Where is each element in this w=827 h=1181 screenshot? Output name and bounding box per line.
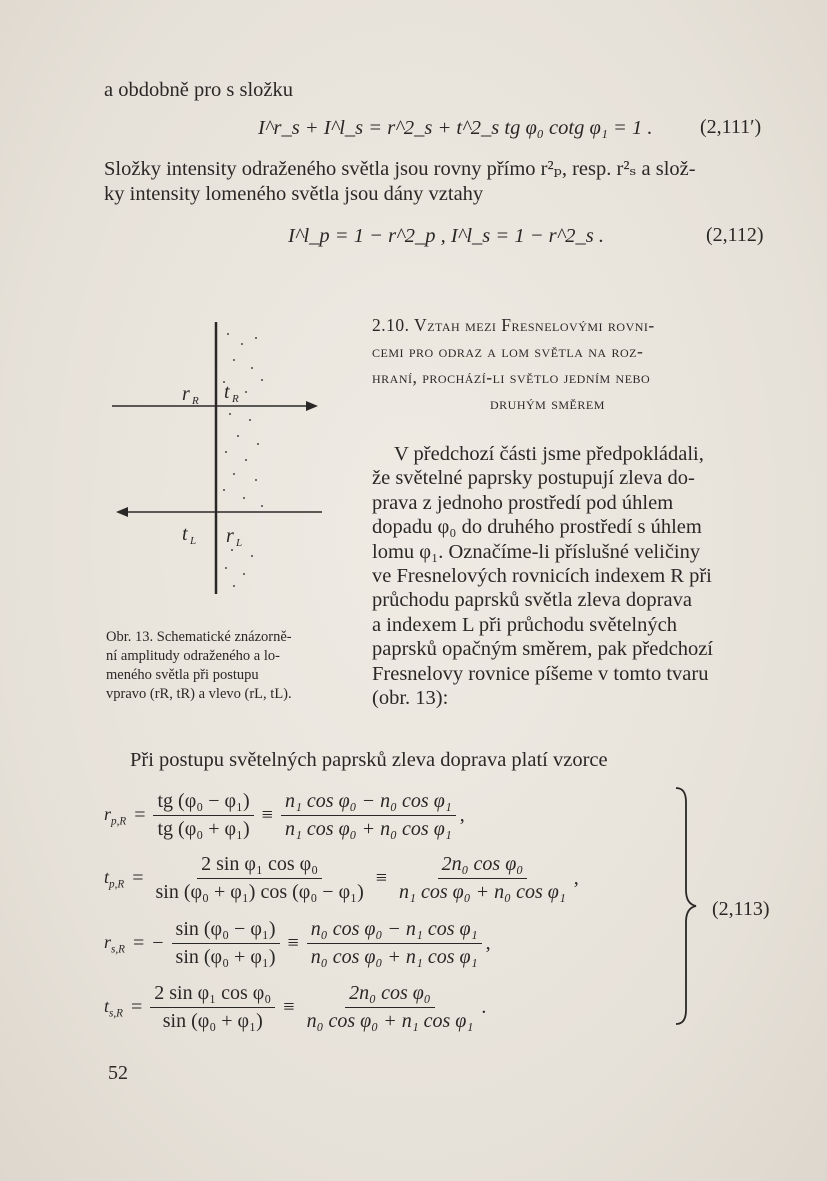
identity-sign: ≡	[261, 804, 273, 826]
medium-dots	[223, 333, 263, 587]
label-tL-sub: L	[190, 535, 197, 547]
caption-line: meného světla při postupu	[106, 667, 259, 683]
fraction: $\frac{\text{n₀ cos φ₀ − n₁ cos φ₁}}{\text{n₀ cos φ₀ + n₁ cos φ₁}}$	[307, 918, 482, 969]
equation-row: $r_{p,R}$ = $\frac{\text{tg (φ₀ − φ₁)}}{\text{tg (φ₀ + φ₁)}}$ ≡ $\frac{\text{n₁ cos φ₀ − n₀ cos φ₁}}{\text{n₁ cos φ₀ + n₀ cos φ₁}}$ ,	[104, 790, 465, 840]
equation-row: $r_{s,R}$ = − $\frac{\text{sin (φ₀ − φ₁)}}{\text{sin (φ₀ + φ₁)}}$ ≡ $\frac{\text{n₀ cos φ₀ − n₁ cos φ₁}}{\text{n₀ cos φ₀ + n₁ cos φ₁}}$ ,	[104, 918, 491, 968]
label-rR-sub: R	[192, 395, 199, 407]
body-line: že světelné paprsky postupují zleva do-	[372, 467, 695, 490]
body-line: průchodu paprsků světla zleva doprava	[372, 589, 692, 612]
body-line: a indexem L při průchodu světelných	[372, 613, 677, 636]
fraction: $\frac{\text{2 sin φ₁ cos φ₀}}{\text{sin (φ₀ + φ₁) cos (φ₀ − φ₁)}}$	[155, 853, 364, 903]
identity-sign: ≡	[283, 996, 295, 1018]
fraction: $\frac{\text{2 sin φ₁ cos φ₀}}{\text{sin (φ₀ + φ₁)}}$	[150, 982, 275, 1033]
body-line: (obr. 13):	[372, 687, 449, 710]
paragraph-line: Složky intensity odraženého světla jsou rovny přímo r²ₚ, resp. r²ₛ a slož-	[104, 158, 696, 180]
equation-lhs: $r_{s,R}$	[104, 931, 125, 956]
equals-sign: =	[134, 804, 146, 826]
body-line: ve Fresnelových rovnicích indexem R při	[372, 565, 712, 588]
body-line: lomu φ₁. Označíme-li příslušné veličiny	[372, 540, 701, 563]
identity-sign: ≡	[287, 932, 299, 954]
fraction: $\frac{\text{n₁ cos φ₀ − n₀ cos φ₁}}{\text{n₁ cos φ₀ + n₀ cos φ₁}}$	[281, 790, 456, 841]
identity-sign: ≡	[375, 867, 388, 889]
equation-brace	[672, 786, 702, 1026]
arrow-left-head	[116, 507, 128, 517]
label-tR: t	[224, 381, 230, 403]
figure-13-caption	[106, 628, 356, 704]
equation-lhs: $t_{s,R}$	[104, 995, 123, 1020]
fraction: $\frac{\text{tg (φ₀ − φ₁)}}{\text{tg (φ₀ + φ₁)}}$	[153, 790, 253, 841]
paragraph-line: ky intensity lomeného světla jsou dány vztahy	[104, 183, 484, 205]
equals-sign: =	[132, 867, 144, 889]
page-number: 52	[108, 1062, 128, 1084]
heading-line: druhým směrem	[490, 393, 605, 413]
heading-line: 2.10. Vztah mezi Fresnelovými rovni-	[372, 315, 655, 335]
equation-row: $t_{p,R}$ = $\frac{\text{2 sin φ₁ cos φ₀}}{\text{sin (φ₀ + φ₁) cos (φ₀ − φ₁)}}$ ≡ $\frac{\text{2n₀ cos φ₀}}{\text{n₁ cos φ₀ + n₀ cos φ₁}}$ ,	[104, 853, 579, 903]
equation-number-2-113: (2,113)	[712, 898, 770, 920]
label-rL: r	[226, 525, 234, 547]
lead-line: Při postupu světelných paprsků zleva doprava platí vzorce	[130, 749, 608, 771]
equation-row: $t_{s,R}$ = $\frac{\text{2 sin φ₁ cos φ₀}}{\text{sin (φ₀ + φ₁)}}$ ≡ $\frac{\text{2n₀ cos φ₀}}{\text{n₀ cos φ₀ + n₁ cos φ₁}}$ .	[104, 982, 487, 1032]
equation-number-2-112: (2,112)	[706, 224, 764, 246]
equation-2-111p: I^r_s + I^l_s = r^2_s + t^2_s tg φ₀ cotg φ₁ = 1 .	[258, 117, 653, 139]
intro-line: a obdobně pro s složku	[104, 79, 294, 101]
label-tL: t	[182, 523, 188, 545]
body-paragraph	[372, 442, 782, 710]
fraction: $\frac{\text{2n₀ cos φ₀}}{\text{n₁ cos φ₀ + n₀ cos φ₁}}$	[399, 853, 566, 903]
fraction: $\frac{\text{2n₀ cos φ₀}}{\text{n₀ cos φ₀ + n₁ cos φ₁}}$	[306, 982, 474, 1032]
caption-line: Obr. 13. Schematické znázorně-	[106, 629, 292, 645]
equation-lhs: $r_{p,R}$	[104, 803, 127, 828]
equation-lhs: $t_{p,R}$	[104, 866, 125, 891]
body-line: paprsků opačným směrem, pak předchozí	[372, 638, 713, 661]
body-line: dopadu φ₀ do druhého prostředí s úhlem	[372, 516, 702, 539]
equals-sign: =	[130, 996, 143, 1018]
equals-sign: =	[132, 932, 145, 954]
label-rR: r	[182, 383, 190, 405]
body-line: Fresnelovy rovnice píšeme v tomto tvaru	[372, 662, 709, 685]
section-heading	[372, 312, 782, 416]
label-tR-sub: R	[232, 393, 239, 405]
heading-line: cemi pro odraz a lom světla na roz-	[372, 341, 644, 361]
fraction: $\frac{\text{sin (φ₀ − φ₁)}}{\text{sin (φ₀ + φ₁)}}$	[172, 918, 280, 969]
minus-sign: −	[152, 932, 164, 954]
body-line: V předchozí části jsme předpokládali,	[394, 443, 704, 465]
figure-13-diagram	[106, 310, 346, 610]
equation-number-2-111p: (2,111′)	[700, 116, 762, 138]
body-line: prava z jednoho prostředí pod úhlem	[372, 491, 674, 514]
caption-line: vpravo (rR, tR) a vlevo (rL, tL).	[106, 686, 292, 702]
caption-line: ní amplitudy odraženého a lo-	[106, 648, 280, 664]
heading-line: hraní, prochází-li světlo jedním nebo	[372, 367, 651, 387]
label-rL-sub: L	[236, 537, 243, 549]
arrow-right-head	[306, 401, 318, 411]
equation-2-112: I^l_p = 1 − r^2_p , I^l_s = 1 − r^2_s .	[288, 225, 605, 247]
